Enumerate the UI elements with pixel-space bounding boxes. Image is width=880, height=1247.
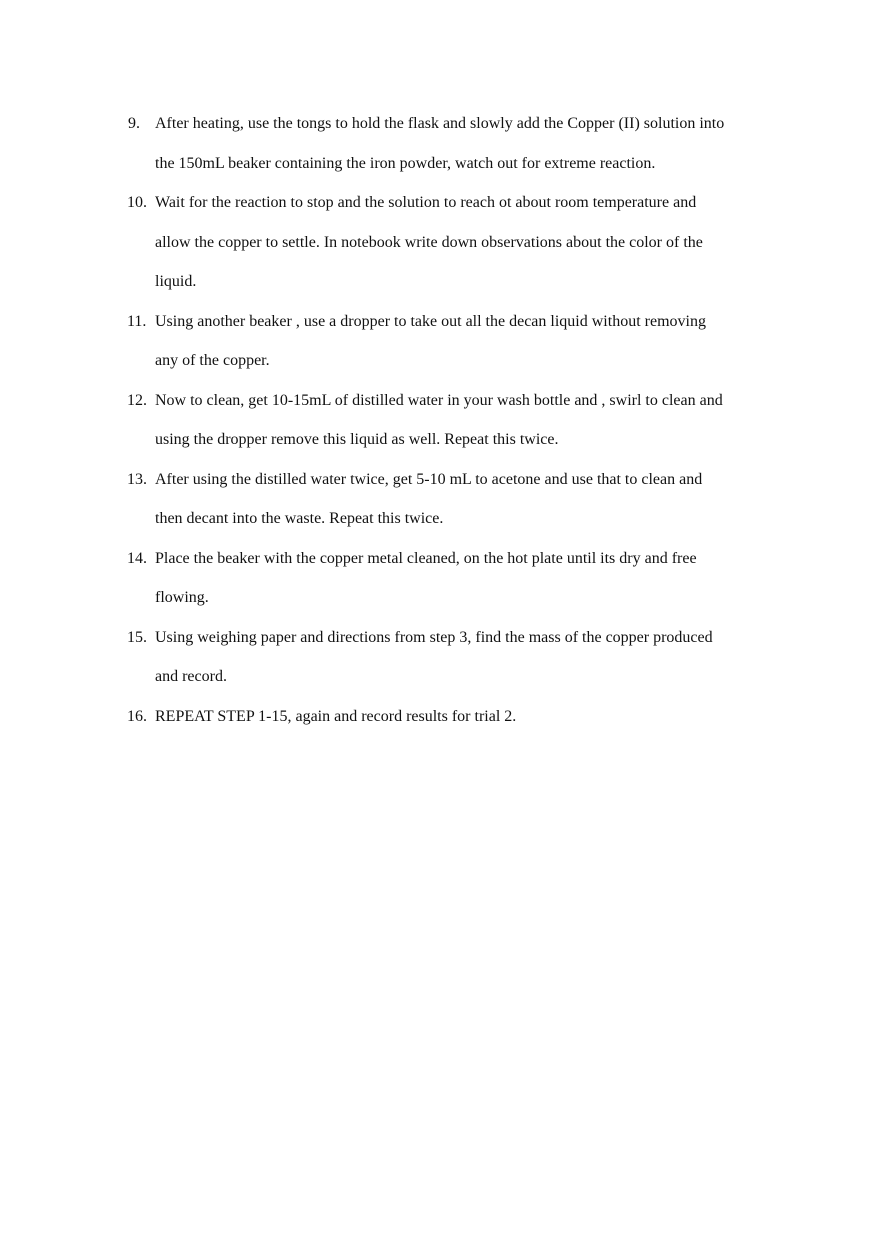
step-text: [155, 381, 788, 460]
step-text: [155, 539, 788, 618]
step-line: liquid.: [155, 273, 197, 290]
step-text: [155, 104, 788, 183]
step-line: Wait for the reaction to stop and the solution to reach ot about room temperature and: [155, 194, 697, 211]
step-line: allow the copper to settle. In notebook write down observations about the color of the: [155, 233, 703, 251]
step-line: then decant into the waste. Repeat this twice.: [155, 510, 444, 527]
step-number: 15.: [127, 628, 147, 646]
step-number: 14.: [127, 549, 147, 567]
step-text: [155, 618, 788, 697]
step-item: [128, 381, 788, 460]
step-line: Using another beaker , use a dropper to take out all the decan liquid without removing: [155, 312, 706, 330]
step-text: [155, 460, 788, 539]
step-line: Using weighing paper and directions from step 3, find the mass of the copper produced: [155, 628, 713, 646]
step-line: After heating, use the tongs to hold the flask and slowly add the Copper (II) solution into: [155, 115, 725, 132]
step-line: any of the copper.: [155, 352, 270, 369]
step-line: Place the beaker with the copper metal cleaned, on the hot plate until its dry and free: [155, 549, 697, 567]
step-line: the 150mL beaker containing the iron powder, watch out for extreme reaction.: [155, 154, 656, 172]
step-number: 16.: [127, 707, 147, 725]
step-text: [155, 183, 788, 302]
step-line: After using the distilled water twice, get 5-10 mL to acetone and use that to clean and: [155, 470, 703, 488]
step-item: [128, 697, 788, 737]
step-number: 9.: [128, 115, 140, 132]
step-item: [128, 302, 788, 381]
step-item: [128, 460, 788, 539]
step-item: [128, 539, 788, 618]
procedure-steps-list: [128, 104, 788, 736]
step-item: [128, 183, 788, 302]
step-number: 11.: [127, 312, 147, 330]
step-line: and record.: [155, 668, 227, 685]
step-line: Now to clean, get 10-15mL of distilled water in your wash bottle and , swirl to clean and: [155, 391, 723, 409]
step-number: 10.: [127, 194, 147, 211]
step-line: REPEAT STEP 1-15, again and record results for trial 2.: [155, 707, 517, 725]
step-item: [128, 104, 788, 183]
step-text: [155, 697, 788, 737]
step-number: 12.: [127, 391, 147, 409]
step-text: [155, 302, 788, 381]
step-number: 13.: [127, 470, 147, 488]
step-line: flowing.: [155, 589, 209, 606]
step-line: using the dropper remove this liquid as well. Repeat this twice.: [155, 431, 559, 448]
step-item: [128, 618, 788, 697]
